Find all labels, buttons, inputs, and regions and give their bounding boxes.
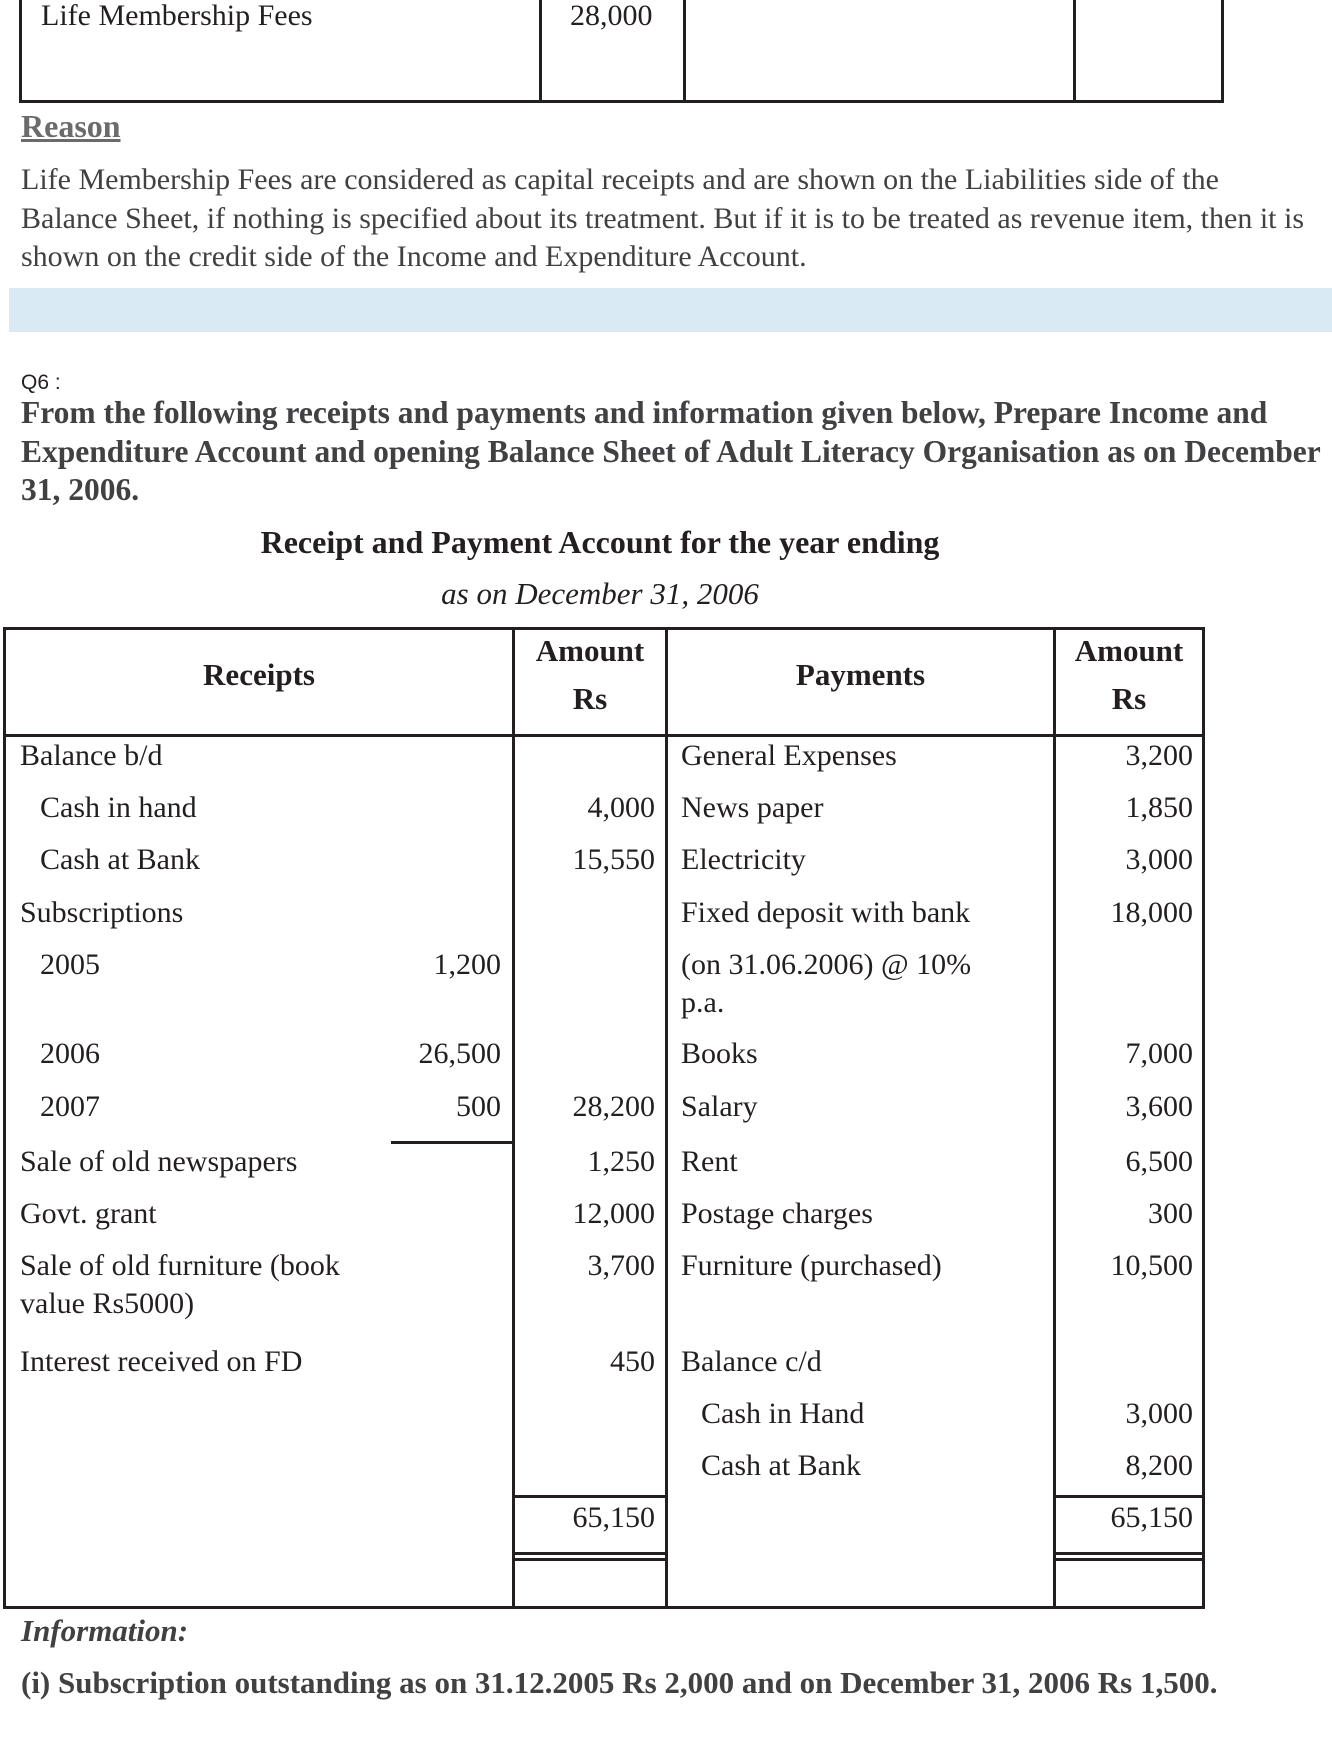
total-line-bottom [515, 1558, 665, 1561]
payment-label: Balance c/d [681, 1345, 822, 1378]
payment-label: Postage charges [681, 1197, 873, 1230]
receipt-amount: 12,000 [572, 1197, 655, 1230]
receipt-amount: 15,550 [572, 843, 655, 876]
payment-amount: 7,000 [1125, 1037, 1193, 1070]
payment-label: Cash in Hand [701, 1397, 865, 1430]
previous-table [19, 0, 1224, 103]
payment-label: (on 31.06.2006) @ 10% [681, 948, 972, 981]
column-divider [1073, 0, 1076, 100]
payment-label: Furniture (purchased) [681, 1249, 942, 1282]
payment-label: Salary [681, 1090, 758, 1123]
payments-total: 65,150 [1110, 1501, 1193, 1534]
section-divider-band [9, 288, 1332, 332]
header-amount-receipts: Amount [535, 633, 645, 668]
payment-label: News paper [681, 791, 824, 824]
payment-amount: 8,200 [1125, 1449, 1193, 1482]
subtotal-underline [391, 1141, 512, 1144]
information-heading: Information: [21, 1613, 189, 1648]
account-title: Receipt and Payment Account for the year ending [260, 524, 940, 560]
life-membership-amount: 28,000 [570, 0, 653, 32]
column-divider [539, 0, 542, 100]
column-divider [665, 630, 668, 1606]
receipt-label: 2007 [40, 1090, 100, 1123]
payment-amount: 10,500 [1110, 1249, 1193, 1282]
payment-amount: 3,200 [1125, 739, 1193, 772]
payment-amount: 6,500 [1125, 1145, 1193, 1178]
receipt-label: Subscriptions [20, 896, 184, 929]
payment-label: Rent [681, 1145, 738, 1178]
receipt-label: Cash in hand [40, 791, 197, 824]
header-rs-payments: Rs [1111, 681, 1147, 716]
receipt-inner-amount: 1,200 [433, 948, 501, 981]
reason-text: Life Membership Fees are considered as capital receipts and are shown on the Liabilities side of the Balance Sheet, if nothing is specified about its treatment. But if it is to be treated as revenue item, then it is shown on the credit side of the Income and Expenditure Account. [21, 163, 1304, 273]
payment-label: Cash at Bank [701, 1449, 861, 1482]
receipt-label-continued: value Rs5000) [20, 1287, 195, 1320]
column-divider [683, 0, 686, 100]
question-text: From the following receipts and payments and information given below, Prepare Income and Expenditure Account and opening Balance Sheet of Adult Literacy Organisation as on December 31, 2006. [21, 395, 1321, 507]
payment-amount: 3,600 [1125, 1090, 1193, 1123]
header-rs-receipts: Rs [572, 681, 608, 716]
receipt-label: 2006 [40, 1037, 100, 1070]
payment-label: Books [681, 1037, 758, 1070]
total-line-bottom [1056, 1558, 1202, 1561]
receipt-inner-amount: 500 [456, 1090, 501, 1123]
payment-label: Fixed deposit with bank [681, 896, 971, 929]
header-amount-payments: Amount [1074, 633, 1184, 668]
payment-amount: 300 [1148, 1197, 1193, 1230]
total-line-bottom [1056, 1552, 1202, 1555]
receipt-inner-amount: 26,500 [418, 1037, 501, 1070]
payment-label-continued: p.a. [681, 986, 725, 1019]
reason-heading: Reason [21, 108, 121, 144]
payment-amount: 18,000 [1110, 896, 1193, 929]
question-number: Q6 : [21, 371, 61, 394]
receipt-label: Sale of old newspapers [20, 1145, 298, 1178]
receipt-label: Sale of old furniture (book [20, 1249, 340, 1282]
payment-amount: 3,000 [1125, 1397, 1193, 1430]
total-line-top [515, 1495, 665, 1498]
receipt-label: Interest received on FD [20, 1345, 303, 1378]
header-receipts: Receipts [203, 657, 315, 692]
header-divider [6, 734, 1202, 737]
payment-label: Electricity [681, 843, 806, 876]
receipt-label: Cash at Bank [40, 843, 200, 876]
receipt-amount: 450 [610, 1345, 655, 1378]
account-subtitle: as on December 31, 2006 [441, 576, 759, 611]
receipts-total: 65,150 [572, 1501, 655, 1534]
receipt-amount: 4,000 [587, 791, 655, 824]
payment-amount: 3,000 [1125, 843, 1193, 876]
payment-label: General Expenses [681, 739, 897, 772]
receipt-payment-table [3, 627, 1205, 1609]
receipt-label: Balance b/d [20, 739, 163, 772]
receipt-amount: 1,250 [587, 1145, 655, 1178]
receipt-label: Govt. grant [20, 1197, 157, 1230]
receipt-amount: 3,700 [587, 1249, 655, 1282]
header-payments: Payments [795, 657, 926, 692]
payment-amount: 1,850 [1125, 791, 1193, 824]
receipt-amount: 28,200 [572, 1090, 655, 1123]
total-line-bottom [515, 1552, 665, 1555]
life-membership-label: Life Membership Fees [41, 0, 313, 32]
receipt-label: 2005 [40, 948, 100, 981]
total-line-top [1056, 1495, 1202, 1498]
information-item: (i) Subscription outstanding as on 31.12.2005 Rs 2,000 and on December 31, 2006 Rs 1,500. [21, 1665, 1218, 1700]
